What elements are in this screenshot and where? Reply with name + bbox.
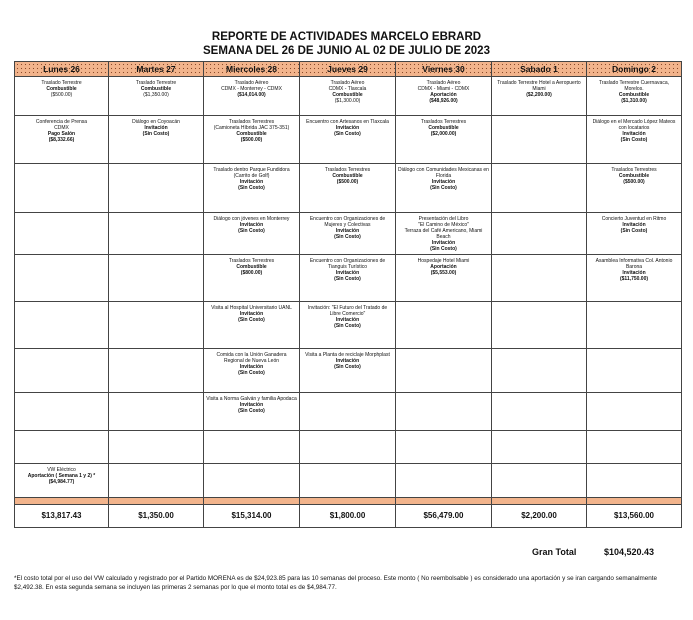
activity-line: Combustible: [332, 173, 363, 179]
activity-cell: [109, 431, 204, 464]
day-header: Viernes 30: [396, 62, 492, 77]
activity-cell: [109, 116, 204, 164]
activity-row: [15, 255, 682, 302]
activity-line: (Sin Costo): [238, 228, 265, 234]
activity-line: Invitación: [335, 125, 360, 131]
activity-cell: [396, 213, 492, 255]
activity-cell: [204, 213, 300, 255]
activity-line: (Sin Costo): [430, 185, 457, 191]
activity-cell: [300, 77, 396, 116]
day-header: Lunes 26: [15, 62, 109, 77]
day-header: Jueves 29: [300, 62, 396, 77]
activity-cell: [492, 302, 587, 349]
activity-cell: [492, 213, 587, 255]
activity-line: (Sin Costo): [334, 323, 361, 329]
activity-cell: [587, 302, 682, 349]
activity-line: Traslado Aéreo: [234, 80, 269, 86]
activity-cell: [396, 77, 492, 116]
grand-total-label: Gran Total: [532, 547, 577, 557]
activity-cell: [204, 302, 300, 349]
activity-cell: [396, 164, 492, 213]
activity-line: CDMX - Tlaxcala: [328, 86, 367, 92]
activity-row: [15, 213, 682, 255]
activity-line: Encuentro con Organizaciones de Tianguis Turístico: [309, 258, 386, 270]
activity-line: CDMX: [54, 125, 69, 131]
activity-line: Invitación: [335, 358, 360, 364]
activity-line: Invitación: [335, 228, 360, 234]
activity-cell: [587, 116, 682, 164]
activity-cell: [492, 431, 587, 464]
activity-cell: [492, 77, 587, 116]
divider-row: [15, 498, 682, 505]
activity-cell: [109, 77, 204, 116]
activity-line: Diálogo en el Mercado López Mateos con locatarios: [592, 119, 676, 131]
activity-line: Combustible: [428, 125, 459, 131]
activity-row: [15, 164, 682, 213]
activity-cell: [15, 164, 109, 213]
activity-line: Invitación: [239, 179, 264, 185]
activity-line: Traslado Terrestre: [135, 80, 177, 86]
activity-line: Encuentro con Organizaciones de Mujeres y Colectivas: [309, 216, 386, 228]
activity-line: (Sin Costo): [238, 370, 265, 376]
day-total: $1,350.00: [109, 505, 204, 528]
activity-cell: [492, 116, 587, 164]
activity-cell: [109, 213, 204, 255]
activity-line: Combustible: [332, 92, 363, 98]
activity-line: Invitación: [622, 131, 646, 137]
activity-cell: [587, 213, 682, 255]
activity-line: (Sin Costo): [238, 185, 265, 191]
activity-cell: [204, 431, 300, 464]
activity-cell: [204, 164, 300, 213]
report-title: [0, 30, 693, 58]
activity-line: Combustible: [236, 264, 267, 270]
activity-line: CDMX - Monterrey - CDMX: [221, 86, 282, 92]
activity-line: Invitación: [239, 364, 264, 370]
activity-line: Aportación: [430, 92, 457, 98]
activity-line: ($5,553.00): [430, 270, 457, 276]
activity-line: Combustible: [236, 131, 267, 137]
activity-line: Combustible: [46, 86, 77, 92]
activity-cell: [587, 393, 682, 431]
activity-cell: [300, 393, 396, 431]
day-total: $13,817.43: [15, 505, 109, 528]
activity-line: Traslados Terrestres: [324, 167, 371, 173]
activity-cell: [109, 164, 204, 213]
activity-line: Invitación: [239, 222, 264, 228]
activity-line: Comida con la Unión Ganadera Regional de Nueva León: [216, 352, 287, 364]
activity-cell: [492, 464, 587, 498]
activity-cell: [204, 349, 300, 393]
activity-cell: [204, 393, 300, 431]
activity-line: ($4,984.77): [48, 479, 75, 485]
day-header: Miercoles 28: [204, 62, 300, 77]
activity-cell: [15, 116, 109, 164]
activity-cell: [587, 164, 682, 213]
activity-cell: [396, 116, 492, 164]
activity-cell: [300, 349, 396, 393]
activity-cell: [492, 349, 587, 393]
day-total: $13,560.00: [587, 505, 682, 528]
activity-cell: [300, 302, 396, 349]
activity-cell: [15, 349, 109, 393]
activity-cell: [300, 164, 396, 213]
activity-cell: [396, 464, 492, 498]
activity-line: Traslados Terrestres: [611, 167, 657, 173]
activity-cell: [492, 164, 587, 213]
activity-cell: [396, 349, 492, 393]
activity-line: "El Camino de México": [418, 222, 469, 228]
totals-row: [15, 505, 682, 528]
activity-line: ($500.00): [623, 179, 645, 185]
activity-cell: [109, 464, 204, 498]
activity-line: Traslado Terrestre Cuernavaca, Morelos.: [598, 80, 670, 92]
activity-cell: [204, 116, 300, 164]
activity-cell: [300, 116, 396, 164]
activity-line: ($500.00): [240, 137, 263, 143]
activity-line: ($48,926.00): [429, 98, 458, 104]
activity-line: Encuentro con Artesanos en Tlaxcala: [306, 119, 389, 125]
activity-line: (Sin Costo): [334, 364, 361, 370]
activity-line: Invitación: [431, 179, 456, 185]
activity-cell: [396, 302, 492, 349]
activity-line: Traslado Aéreo: [426, 80, 461, 86]
activity-line: Visita a Norma Galván y familia Apodaca: [206, 396, 297, 402]
day-total: $56,479.00: [396, 505, 492, 528]
activity-cell: [492, 393, 587, 431]
day-total: $2,200.00: [492, 505, 587, 528]
activity-line: ($1,310.00): [621, 98, 647, 104]
activity-row: [15, 431, 682, 464]
activity-cell: [300, 213, 396, 255]
activity-cell: [396, 393, 492, 431]
activity-line: Invitación: [239, 402, 264, 408]
activity-line: Combustible: [618, 173, 650, 179]
activity-line: (Sin Costo): [334, 276, 361, 282]
activity-row: [15, 349, 682, 393]
activity-line: Asamblea Informativa Col. Antonio Barona: [595, 258, 673, 270]
activity-cell: [587, 431, 682, 464]
activity-line: (Sin Costo): [620, 228, 648, 234]
activity-cell: [587, 255, 682, 302]
activity-line: Concierto Juventud en Ritmo: [601, 216, 667, 222]
activity-line: CDMX - Miami - CDMX: [417, 86, 470, 92]
activity-cell: [204, 464, 300, 498]
activity-line: VW Eléctrico: [47, 467, 76, 473]
activity-line: (Sin Costo): [238, 317, 265, 323]
activity-line: Invitación: [239, 311, 264, 317]
activities-table: [14, 61, 682, 528]
activity-line: ($500.00): [336, 179, 359, 185]
activity-line: (Sin Costo): [334, 234, 361, 240]
activity-line: ($14,014.00): [237, 92, 266, 98]
activity-cell: [396, 431, 492, 464]
day-header: Martes 27: [109, 62, 204, 77]
activity-cell: [587, 349, 682, 393]
activity-line: Traslados Terrestres: [228, 258, 275, 264]
activity-cell: [587, 77, 682, 116]
activity-cell: [15, 393, 109, 431]
activity-line: Invitación: [622, 222, 646, 228]
activity-line: Visita al Hospital Universitario UANL: [211, 305, 292, 311]
activity-cell: [300, 431, 396, 464]
activity-line: (Sin Costo): [142, 131, 170, 137]
report-title-line2: SEMANA DEL 26 DE JUNIO AL 02 DE JULIO DE 2023: [203, 45, 490, 57]
activity-cell: [109, 302, 204, 349]
activity-row: [15, 393, 682, 431]
activity-cell: [109, 255, 204, 302]
activity-line: (Sin Costo): [334, 131, 361, 137]
activity-line: (Sin Costo): [620, 137, 648, 143]
activity-line: Visita a Planta de reciclaje Morphplast: [305, 352, 390, 358]
activity-line: Pago Salón: [47, 131, 76, 137]
activity-cell: [204, 255, 300, 302]
activity-row: [15, 464, 682, 498]
activity-line: Invitación: [144, 125, 168, 131]
day-total: $1,800.00: [300, 505, 396, 528]
activity-line: Aportación ( Semana 1 y 2) *: [27, 473, 96, 479]
activity-line: ($1,350.00): [143, 92, 169, 98]
activity-cell: [15, 77, 109, 116]
activity-line: ($2,200.00): [526, 92, 552, 98]
activity-cell: [396, 255, 492, 302]
activity-line: Diálogo en Coyoacán: [132, 119, 180, 125]
activity-line: Aportación: [430, 264, 457, 270]
activity-cell: [109, 393, 204, 431]
activity-cell: [204, 77, 300, 116]
activity-row: [15, 77, 682, 116]
grand-total-value: $104,520.43: [604, 547, 655, 557]
activity-line: Presentación del Libro: [418, 216, 469, 222]
activity-line: Conferencia de Prensa: [35, 119, 88, 125]
activity-cell: [15, 255, 109, 302]
activity-line: ($1,300.00): [334, 98, 361, 104]
day-total: $15,314.00: [204, 505, 300, 528]
activity-line: Hospedaje Hotel Miami: [417, 258, 470, 264]
activity-line: Traslados Terrestres: [420, 119, 467, 125]
activity-line: Terraza del Café Americano, Miami Beach: [404, 228, 483, 240]
activity-cell: [109, 349, 204, 393]
activity-line: (Sin Costo): [238, 408, 265, 414]
activity-line: Traslado dentro Parque Fundidora (Carrito de Golf): [213, 167, 290, 179]
activity-line: Traslados Terrestres: [228, 119, 275, 125]
activity-cell: [15, 464, 109, 498]
activity-line: Invitación: "El Futuro del Tratado de Libre Comercio": [307, 305, 388, 317]
activity-line: Traslado Aéreo: [330, 80, 365, 86]
activity-line: ($800.00): [240, 270, 263, 276]
activity-cell: [15, 431, 109, 464]
activity-cell: [300, 255, 396, 302]
activity-line: ($2,000.00): [430, 131, 457, 137]
activity-line: Diálogo con Comunidades Mexicanas en Florida: [398, 167, 489, 179]
activity-row: [15, 302, 682, 349]
report-title-line1: REPORTE DE ACTIVIDADES MARCELO EBRARD: [211, 31, 482, 43]
activity-cell: [587, 464, 682, 498]
activity-cell: [492, 255, 587, 302]
day-header: Domingo 2: [587, 62, 682, 77]
activity-line: (Camioneta Híbrida JAC 375-351): [213, 125, 290, 131]
activity-line: Invitación: [622, 270, 646, 276]
activity-line: Invitación: [335, 317, 360, 323]
activity-line: (Sin Costo): [430, 246, 457, 252]
activity-line: Combustible: [618, 92, 650, 98]
header-row: [15, 62, 682, 77]
activity-line: Traslado Terrestre: [41, 80, 82, 86]
activity-line: ($8,332.66): [48, 137, 75, 143]
activity-line: Invitación: [335, 270, 360, 276]
day-header: Sabado 1: [492, 62, 587, 77]
activity-line: Traslado Terrestre Hotel a Aeropuerto Miami: [497, 80, 581, 92]
footnote: *El costo total por el uso del VW calculado y registrado por el Partido MORENA es de $24,923.85 para las 10 semanas del proceso. Este monto ( No reembolsable ) es considerado una aportación y se iran cargando semanalmente $2,492.38. En esta segunda semana se incluyen las primeras 2 semanas por lo que el monto total es de $4,984.77.: [14, 575, 657, 591]
activity-line: ($11,750.00): [619, 276, 649, 282]
activity-line: Invitación: [431, 240, 456, 246]
activity-cell: [300, 464, 396, 498]
activity-line: ($500.00): [50, 92, 73, 98]
activity-cell: [15, 302, 109, 349]
activity-line: Diálogo con jóvenes en Monterrey: [213, 216, 290, 222]
activity-cell: [15, 213, 109, 255]
activity-row: [15, 116, 682, 164]
activity-line: Combustible: [140, 86, 172, 92]
